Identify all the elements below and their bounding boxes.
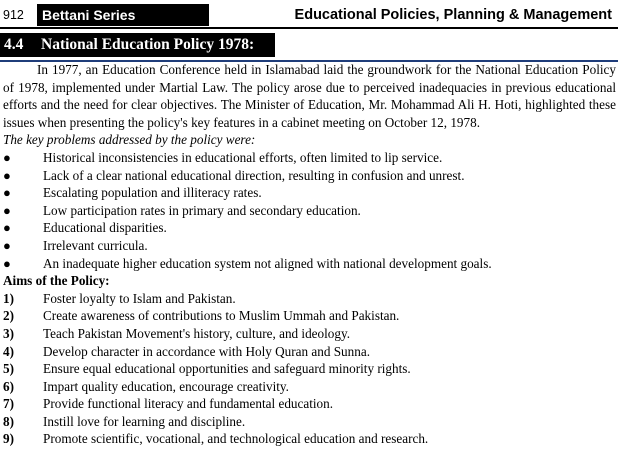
item-number: 7) <box>3 396 14 412</box>
list-item-text: Escalating population and illiteracy rates. <box>43 185 262 201</box>
list-item-text: Provide functional literacy and fundamental education. <box>43 396 334 412</box>
list-item-text: Lack of a clear national educational direction, resulting in confusion and unrest. <box>43 167 465 183</box>
problems-list <box>3 149 616 272</box>
bullet-icon: ● <box>3 167 11 183</box>
page-number: 912 <box>3 8 24 22</box>
intro-paragraph: In 1977, an Education Conference held in Islamabad laid the groundwork for the National Education Policy of 1978, implemented under Martial Law. The policy arose due to perceived inadequacies in previous educational efforts and the need for clear objectives. The Minister of Education, Mr. Mohammad Ali H. Hoti, highlighted these issues when presenting the policy's key features in a cabinet meeting on October 12, 1978. <box>3 62 616 130</box>
list-item <box>3 325 616 343</box>
section-body <box>3 61 616 448</box>
list-item-text: Develop character in accordance with Holy Quran and Sunna. <box>43 343 370 359</box>
list-item-text: Irrelevant curricula. <box>43 237 148 253</box>
page-header <box>0 4 618 26</box>
list-item <box>3 167 616 185</box>
list-item-text: Instill love for learning and discipline. <box>43 413 246 429</box>
list-item-text: Impart quality education, encourage creativity. <box>43 378 289 394</box>
list-item <box>3 343 616 361</box>
list-item <box>3 184 616 202</box>
item-number: 2) <box>3 308 14 324</box>
bullet-icon: ● <box>3 237 11 253</box>
aims-list <box>3 290 616 448</box>
list-item-text: Historical inconsistencies in educational efforts, often limited to lip service. <box>43 149 443 165</box>
section-title: National Education Policy 1978: <box>41 36 255 53</box>
list-item <box>3 395 616 413</box>
list-item-text: An inadequate higher education system not aligned with national development goals. <box>43 255 492 271</box>
list-item-text: Low participation rates in primary and secondary education. <box>43 202 361 218</box>
list-item-text: Create awareness of contributions to Muslim Ummah and Pakistan. <box>43 308 400 324</box>
aims-heading: Aims of the Policy: <box>3 273 110 289</box>
list-item <box>3 430 616 448</box>
section-number: 4.4 <box>4 36 24 53</box>
list-item <box>3 360 616 378</box>
item-number: 1) <box>3 290 14 306</box>
list-item <box>3 202 616 220</box>
list-item <box>3 307 616 325</box>
list-item <box>3 413 616 431</box>
item-number: 6) <box>3 378 14 394</box>
list-item <box>3 149 616 167</box>
bullet-icon: ● <box>3 255 11 271</box>
series-label: Bettani Series <box>37 4 209 26</box>
list-item-text: Foster loyalty to Islam and Pakistan. <box>43 290 236 306</box>
list-item-text: Ensure equal educational opportunities and safeguard minority rights. <box>43 361 411 377</box>
list-item <box>3 237 616 255</box>
list-item-text: Teach Pakistan Movement's history, culture, and ideology. <box>43 325 351 341</box>
list-item-text: Educational disparities. <box>43 220 167 236</box>
list-item <box>3 290 616 308</box>
list-item <box>3 219 616 237</box>
bullet-icon: ● <box>3 185 11 201</box>
bullet-icon: ● <box>3 202 11 218</box>
header-divider <box>0 27 618 29</box>
list-item-text: Promote scientific, vocational, and technological education and research. <box>43 431 429 447</box>
running-title: Educational Policies, Planning & Management <box>294 7 612 23</box>
item-number: 9) <box>3 431 14 447</box>
problems-heading: The key problems addressed by the policy were: <box>3 132 256 148</box>
item-number: 8) <box>3 413 14 429</box>
bullet-icon: ● <box>3 149 11 165</box>
item-number: 5) <box>3 361 14 377</box>
list-item <box>3 378 616 396</box>
bullet-icon: ● <box>3 220 11 236</box>
item-number: 3) <box>3 325 14 341</box>
list-item <box>3 255 616 273</box>
item-number: 4) <box>3 343 14 359</box>
section-heading <box>0 33 275 57</box>
